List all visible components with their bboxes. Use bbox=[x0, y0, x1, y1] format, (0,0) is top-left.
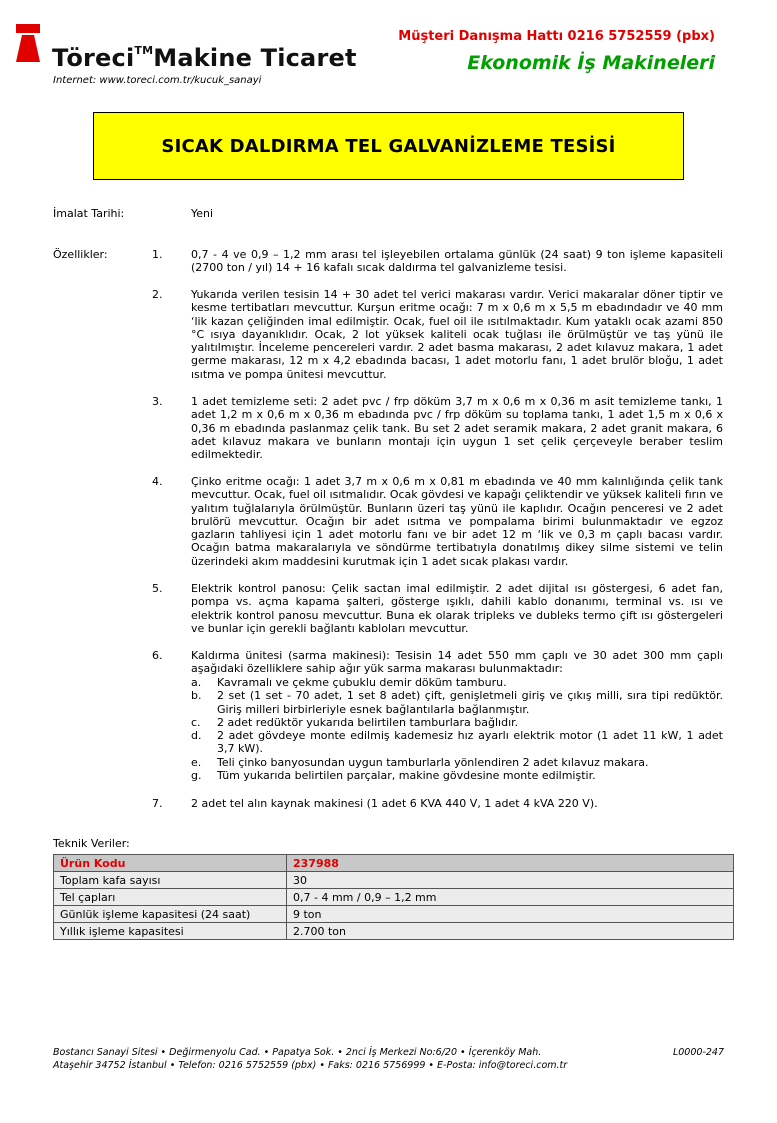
table-row bbox=[54, 906, 734, 923]
list-item: g. Tüm yukarıda belirtilen parçalar, makine gövdesine monte edilmiştir. bbox=[191, 769, 596, 783]
table-row bbox=[54, 872, 734, 889]
manufacture-date-label: İmalat Tarihi: bbox=[53, 207, 125, 220]
website-url[interactable]: Internet: www.toreci.com.tr/kucuk_sanayi bbox=[53, 75, 262, 86]
company-slogan: Ekonomik İş Makineleri bbox=[467, 52, 715, 74]
feature-number: 6. bbox=[152, 649, 163, 662]
company-name: Töreci™Makine Ticaret bbox=[52, 44, 357, 72]
footer-line: Bostancı Sanayi Sitesi • Değirmenyolu Cad. • Papatya Sok. • 2nci İş Merkezi No:6/20 • İçerenköy Mah. bbox=[53, 1047, 542, 1058]
feature-text: Elektrik kontrol panosu: Çelik sactan imal edilmiştir. 2 adet dijital ısı göstergesi, 6 adet fan, pompa vs. açma kapama şalteri, gösterge ışıklı, dahili kablo donanımı, terminal vs. ısı ve elektrik kontrol panosu mevcuttur. Buna ek olarak tripleks ve dubleks termo çift ısı göstergeleri ve bunlar için gerekli bağlantı kabloları mevcuttur. bbox=[191, 582, 723, 635]
feature-text: Çinko eritme ocağı: 1 adet 3,7 m x 0,6 m x 0,81 m ebadında ve 40 mm kalınlığında çelik tank mevcuttur. Ocak, fuel oil ısıtmalıdır. Ocak gövdesi ve kapağı çeliktendir ve yüksek kaliteli fırın ve yalıtım tuğlalarıyla örülmüştür. Bunların üzeri taş yünü ile kaplıdır. Ocağın penceresi ve 2 adet brulörü mevcuttur. Ocağın bir adet ısıtma ve pompalama birimi bulunmaktadır ve egzoz gazların tahliyesi için 1 adet motorlu fanı ve bir adet 12 m ‘lik ve 0,3 m çaplı bacası vardır. Ocağın batma makaralarıyla ve söndürme tertibatıyla donatılmış dikey silme sistemi ve telin üzerindeki akım maddesini kurutmak için 1 adet sıcak plakası vardır. bbox=[191, 475, 723, 568]
list-item: e. Teli çinko banyosundan uygun tamburlarla yönlendiren 2 adet kılavuz makara. bbox=[191, 755, 649, 769]
footer-line: Ataşehir 34752 İstanbul • Telefon: 0216 5752559 (pbx) • Faks: 0216 5756999 • E-Posta: info@toreci.com.tr bbox=[53, 1059, 568, 1071]
features-label: Özellikler: bbox=[53, 248, 108, 261]
document-number: L0000-247 bbox=[672, 1047, 724, 1058]
table-row bbox=[54, 923, 734, 940]
list-item: b. 2 set (1 set - 70 adet, 1 set 8 adet) çift, genişletmeli giriş ve çıkış milli, sıra tipi redüktör. Giriş milleri birbirleriyle esnek bağlantılarla bağlanmıştır. bbox=[191, 689, 723, 716]
document-title: SICAK DALDIRMA TEL GALVANİZLEME TESİSİ bbox=[161, 135, 616, 157]
table-cell: Tel çapları bbox=[54, 889, 287, 906]
feature-text: Yukarıda verilen tesisin 14 + 30 adet tel verici makarası vardır. Verici makaralar döner tiptir ve kesme tertibatları mevcuttur. Kurşun eritme ocağı: 7 m x 0,6 m x 5,5 m ebadındadır ve 40 mm ‘lik kazan çeliğinden imal edilmiştir. Ocak, fuel oil ile ısıtılmaktadır. Kum yataklı ocak azami 850 °C ısıya dayanıklıdır. Ocak, 2 lot yüksek kaliteli ocak tuğlası ile örülmüştür ve taş yünü ile yalıtılmıştır. İnceleme pencereleri vardır. 2 adet basma makarası, 2 adet kılavuz makara, 1 adet germe makarası, 12 m x 4,2 ebadında bacası, 1 adet motorlu fanı, 1 adet brulör bloğu, 1 adet ısıtma ve pompa ünitesi mevcuttur. bbox=[191, 288, 723, 381]
tech-data-table bbox=[53, 854, 734, 940]
manufacture-date-value: Yeni bbox=[191, 207, 214, 220]
feature-number: 2. bbox=[152, 288, 163, 301]
feature-number: 3. bbox=[152, 395, 163, 408]
list-item: a. Kavramalı ve çekme çubuklu demir döküm tamburu. bbox=[191, 676, 507, 689]
table-cell: 0,7 - 4 mm / 0,9 – 1,2 mm bbox=[287, 889, 734, 906]
table-header-row bbox=[54, 855, 734, 872]
feature-number: 5. bbox=[152, 582, 163, 595]
footer-address bbox=[53, 1047, 567, 1072]
feature-number: 4. bbox=[152, 475, 163, 488]
feature-text: 2 adet tel alın kaynak makinesi (1 adet 6 KVA 440 V, 1 adet 4 kVA 220 V). bbox=[191, 797, 598, 810]
document-title-box bbox=[93, 112, 684, 180]
table-cell: Günlük işleme kapasitesi (24 saat) bbox=[54, 906, 287, 923]
feature-number: 7. bbox=[152, 797, 163, 810]
list-item: c. 2 adet redüktör yukarıda belirtilen tamburlara bağlıdır. bbox=[191, 715, 519, 729]
feature-text: Kaldırma ünitesi (sarma makinesi): Tesisin 14 adet 550 mm çaplı ve 30 adet 300 mm çaplı aşağıdaki özelliklere sahip ağır yük sarma makarası bulunmaktadır: bbox=[191, 649, 723, 676]
table-cell: Yıllık işleme kapasitesi bbox=[54, 923, 287, 940]
feature-number: 1. bbox=[152, 248, 163, 261]
feature-text: 0,7 - 4 ve 0,9 – 1,2 mm arası tel işleyebilen ortalama günlük (24 saat) 9 ton işleme kapasiteli (2700 ton / yıl) 14 + 16 kafalı sıcak daldırma tel galvanizleme tesisi. bbox=[191, 248, 723, 275]
table-header-cell: Ürün Kodu bbox=[54, 855, 287, 872]
table-cell: 30 bbox=[287, 872, 734, 889]
tech-data-label: Teknik Veriler: bbox=[53, 837, 130, 850]
company-logo-icon bbox=[16, 24, 40, 62]
product-code: 237988 bbox=[287, 855, 734, 872]
feature-text: 1 adet temizleme seti: 2 adet pvc / frp döküm 3,7 m x 0,6 m x 0,36 m asit temizleme tankı, 1 adet 1,2 m x 0,6 m x 0,36 m ebadında pvc / frp döküm su toplama tankı, 1 adet 1,5 m x 0,6 x 0,36 m ebadında paslanmaz çelik tank. Bu set 2 adet seramik makara, 2 adet granit makara, 6 adet kılavuz makara ve bunların montajı için uygun 1 set çelik çerçeveyle beraber teslim edilmektedir. bbox=[191, 395, 723, 462]
feature-sub-list bbox=[191, 676, 723, 782]
table-cell: 9 ton bbox=[287, 906, 734, 923]
list-item: d. 2 adet gövdeye monte edilmiş kademesiz hız ayarlı elektrik motor (1 adet 11 kW, 1 adet 3,7 kW). bbox=[191, 729, 723, 756]
table-row bbox=[54, 889, 734, 906]
customer-hotline: Müşteri Danışma Hattı 0216 5752559 (pbx) bbox=[398, 29, 715, 44]
table-cell: Toplam kafa sayısı bbox=[54, 872, 287, 889]
table-cell: 2.700 ton bbox=[287, 923, 734, 940]
